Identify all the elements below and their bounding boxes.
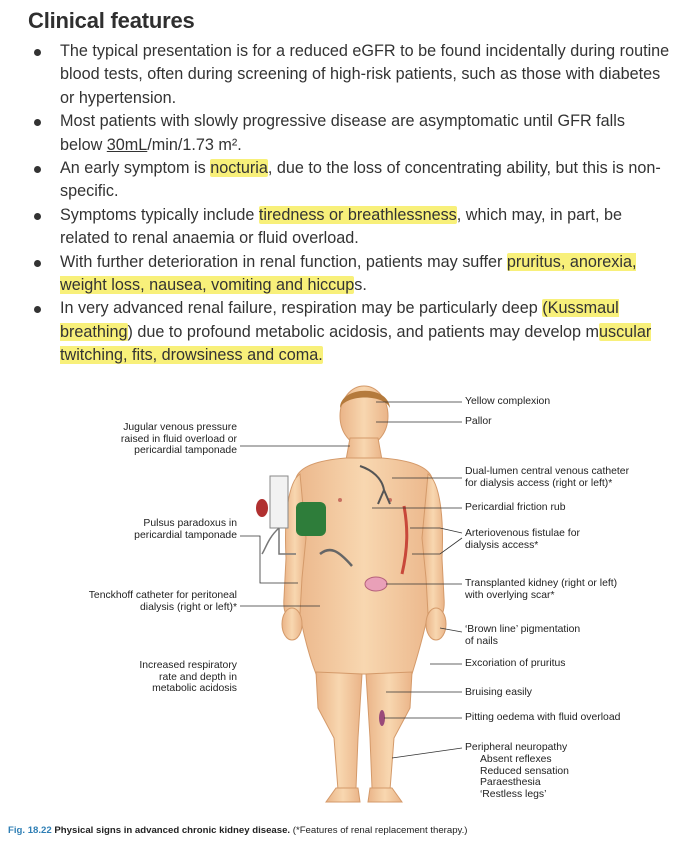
bullet-text: 30mL xyxy=(106,135,148,154)
caption-title: Physical signs in advanced chronic kidney disease. xyxy=(54,825,291,836)
label-yellow-complexion: Yellow complexion xyxy=(465,396,551,407)
label-peripheral-neuropathy: Peripheral neuropathy xyxy=(465,742,568,753)
label-transplanted-kidney: Transplanted kidney (right or left) with overlying scar* xyxy=(465,578,618,601)
label-central-venous-catheter: Dual-lumen central venous catheter for dialysis access (right or left)* xyxy=(465,466,630,489)
neuropathy-item: Reduced sensation xyxy=(480,765,569,777)
bullet-text: The typical presentation is for a reduced eGFR to be found incidentally during routine blood tests, often during screening of high-risk patients, such as those with diabetes or hypertension. xyxy=(60,42,670,107)
bp-cuff xyxy=(296,502,326,536)
bullet-text: , which may, in part, be related to renal anaemia or fluid overload. xyxy=(60,205,623,248)
bullet-item xyxy=(30,157,670,204)
label-jvp: Jugular venous pressure raised in fluid overload or pericardial tamponade xyxy=(120,422,237,457)
bullet-dot xyxy=(34,166,41,173)
bullet-dot xyxy=(34,306,41,313)
label-pallor: Pallor xyxy=(465,416,492,427)
label-excoriation: Excoriation of pruritus xyxy=(465,658,566,669)
bp-bulb xyxy=(256,499,268,517)
label-bruising: Bruising easily xyxy=(465,687,532,698)
label-tenckhoff: Tenckhoff catheter for peritoneal dialysis (right or left)* xyxy=(88,590,237,613)
bullet-text: /min/1.73 m². xyxy=(147,135,242,154)
bullet-text: Symptoms typically include xyxy=(60,205,259,224)
label-kussmaul: Increased respiratory rate and depth in metabolic acidosis xyxy=(139,660,237,695)
bullet-item xyxy=(30,110,670,157)
figure-caption xyxy=(8,825,468,836)
neuropathy-item: ‘Restless legs’ xyxy=(480,788,547,800)
neuropathy-item: Paraesthesia xyxy=(480,777,541,789)
section-heading: Clinical features xyxy=(28,8,195,33)
bullet-dot xyxy=(34,213,41,220)
bullet-text: , due to the loss of concentrating ability, but this is non-specific. xyxy=(60,159,661,201)
label-pericardial-friction-rub: Pericardial friction rub xyxy=(465,502,566,513)
human-body xyxy=(282,386,446,802)
label-av-fistulae: Arteriovenous fistulae for dialysis access* xyxy=(465,528,580,551)
bullet-item xyxy=(30,297,670,367)
bullet-item xyxy=(30,40,670,110)
neuropathy-list xyxy=(480,754,569,800)
neuropathy-item: Absent reflexes xyxy=(480,754,552,765)
highlighted-text: (Kussmaul breathing xyxy=(60,299,619,341)
highlighted-text: tiredness or breathlessness xyxy=(258,205,457,224)
bullet-list xyxy=(30,40,670,368)
caption-note: (*Features of renal replacement therapy.) xyxy=(292,825,468,836)
caption-fig-number: Fig. 18.22 xyxy=(8,825,52,836)
body-figure xyxy=(0,378,680,818)
highlighted-text: pruritus, anorexia, weight loss, nausea, vomiting and hiccup xyxy=(60,252,637,295)
label-pitting-oedema: Pitting oedema with fluid overload xyxy=(465,712,621,723)
bullet-dot xyxy=(34,119,41,126)
kidney-scar xyxy=(365,577,387,591)
bullet-item xyxy=(30,251,670,298)
label-brown-line: ‘Brown line’ pigmentation of nails xyxy=(465,624,581,647)
bullet-dot xyxy=(34,49,41,56)
bullet-text: An early symptom is xyxy=(60,159,211,178)
bullet-text: In very advanced renal failure, respiration may be particularly deep xyxy=(60,299,543,318)
bullet-text: s. xyxy=(354,276,367,295)
bullet-text: With further deterioration in renal function, patients may suffer xyxy=(60,252,507,271)
highlighted-text: nocturia xyxy=(210,159,268,178)
bullet-text: Most patients with slowly progressive disease are asymptomatic until GFR falls below xyxy=(60,112,625,154)
bullet-text: ) due to profound metabolic acidosis, and patients may develop m xyxy=(127,322,600,341)
label-pulsus-paradoxus: Pulsus paradoxus in pericardial tamponade xyxy=(134,518,237,541)
bp-manometer xyxy=(270,476,288,528)
highlighted-text: uscular twitching, fits, drowsiness and coma. xyxy=(60,322,652,365)
bullet-dot xyxy=(34,260,41,267)
bullet-item xyxy=(30,204,670,251)
